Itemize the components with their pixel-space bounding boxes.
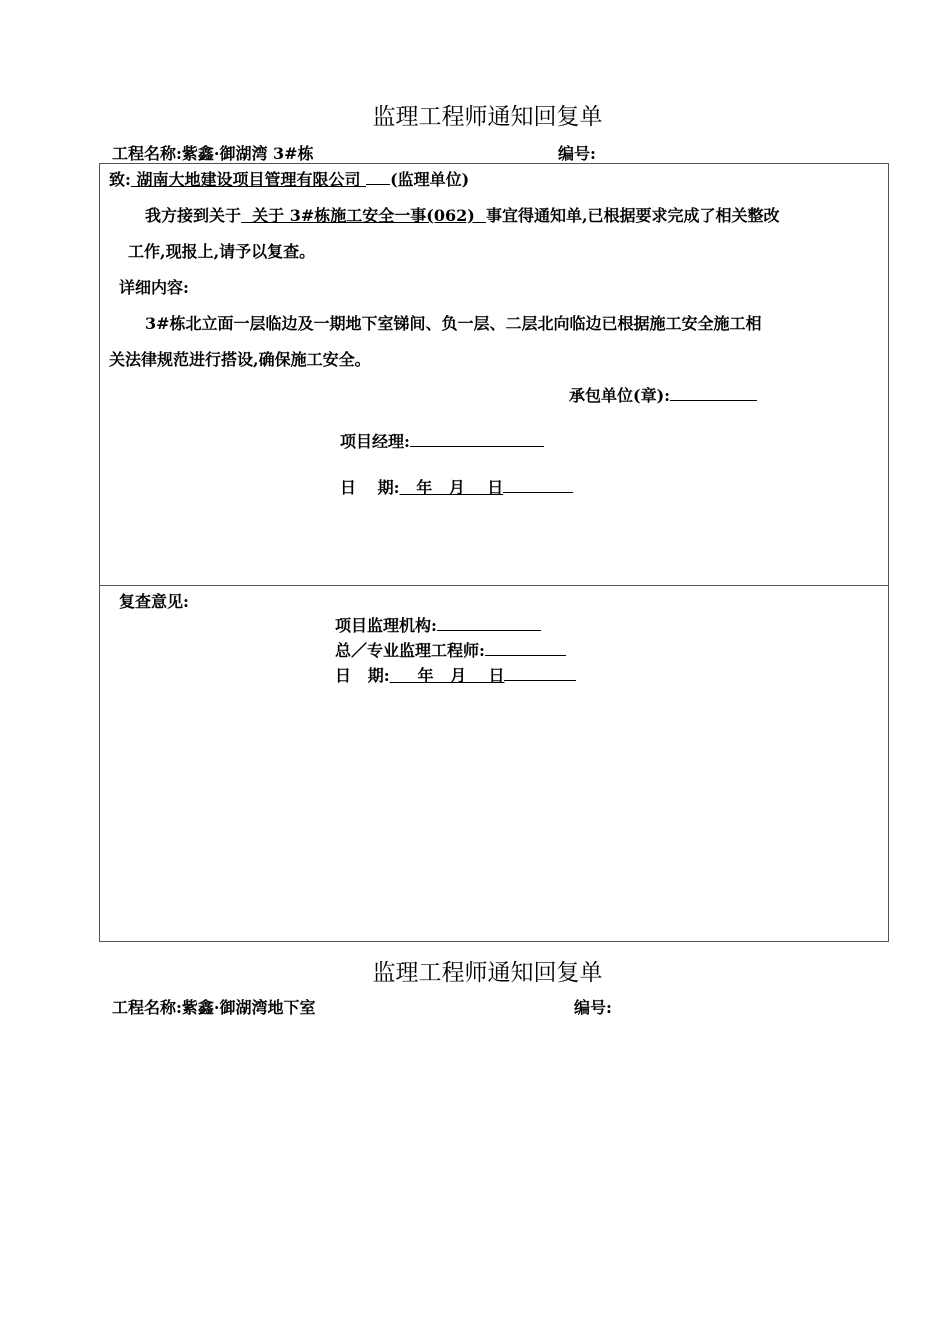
engineer-label: 总／专业监理工程师: (335, 641, 485, 660)
supervision-org-label: 项目监理机构: (335, 616, 437, 635)
review-label: 复查意见: (119, 592, 189, 611)
date-parts: 年 月 日 (399, 478, 504, 497)
contractor-blank (670, 386, 757, 401)
number-label: 编号: (558, 144, 596, 163)
to-suffix: (监理单位) (390, 170, 470, 189)
to-label: 致: (109, 170, 131, 189)
project-name-2: 工程名称:紫鑫·御湖湾地下室 (112, 998, 316, 1017)
contractor-line (569, 383, 757, 406)
date-line (340, 475, 573, 498)
to-org: 湖南大地建设项目管理有限公司 (130, 170, 367, 189)
detail-line-2: 关法律规范进行搭设,确保施工安全。 (109, 350, 371, 369)
project-name: 工程名称:紫鑫·御湖湾 3#栋 (112, 144, 314, 163)
form-title: 监理工程师通知回复单 (372, 104, 603, 130)
body-line-1 (145, 203, 780, 226)
body-suffix: 事宜得通知单,已根据要求完成了相关整改 (485, 206, 780, 225)
manager-blank (410, 432, 544, 447)
to-org-blank (366, 170, 390, 185)
review-date-label: 日 期: (335, 666, 390, 685)
review-section (99, 585, 889, 942)
date-blank (503, 478, 573, 493)
number-label-2: 编号: (574, 998, 612, 1017)
body-prefix: 我方接到关于 (145, 206, 242, 225)
manager-line (340, 429, 544, 452)
detail-label: 详细内容: (119, 278, 189, 297)
reply-section (99, 163, 889, 586)
addressee-line (109, 167, 469, 190)
contractor-label: 承包单位(章): (569, 386, 671, 405)
form-title-2: 监理工程师通知回复单 (372, 960, 603, 986)
body-subject: 关于 3#栋施工安全一事(062) (241, 206, 486, 225)
engineer-blank (485, 641, 566, 656)
supervision-org-blank (437, 616, 541, 631)
supervision-org-line (335, 613, 541, 636)
engineer-line (335, 638, 566, 661)
body-line-2: 工作,现报上,请予以复查。 (128, 242, 316, 261)
detail-line-1: 3#栋北立面一层临边及一期地下室锑间、负一层、二层北向临边已根据施工安全施工相 (145, 314, 762, 333)
review-date-blank (504, 666, 576, 681)
date-label: 日 期: (340, 478, 400, 497)
manager-label: 项目经理: (340, 432, 410, 451)
review-date-parts: 年 月 日 (389, 666, 505, 685)
review-date-line (335, 663, 576, 686)
